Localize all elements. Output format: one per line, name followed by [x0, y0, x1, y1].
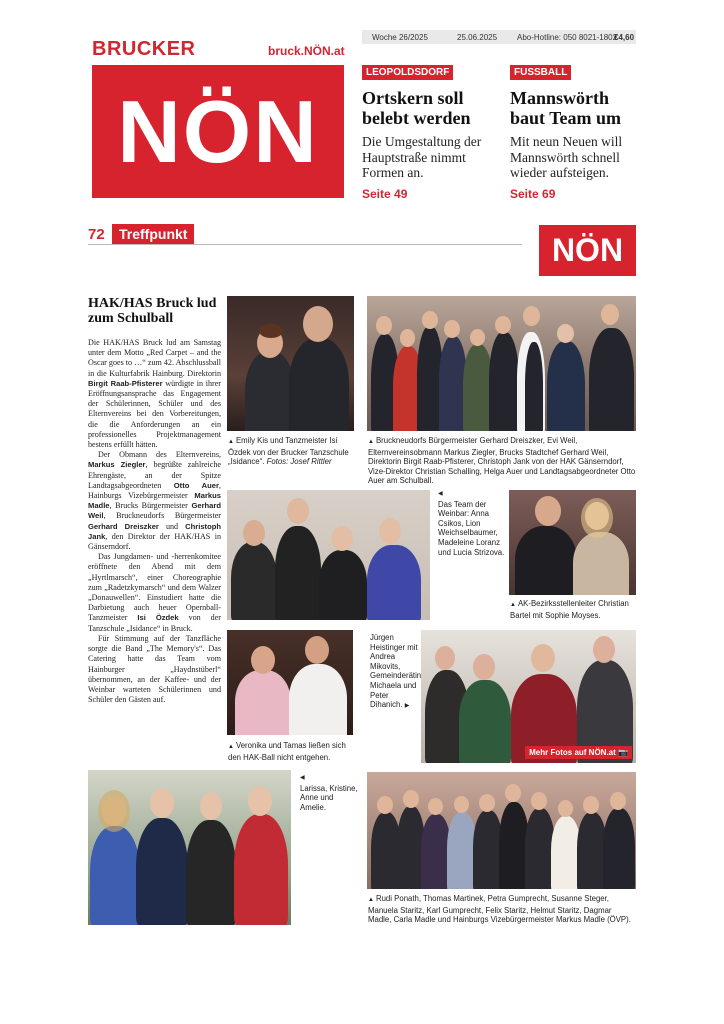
person-name: Markus Ziegler: [88, 460, 146, 470]
caption-text: Bruckneudorfs Bürgermeister Gerhard Dreiszker, Evi Weil, Elternvereinsobmann Markus Ziegler, Brucks Stadtchef Gerhard Weil, Direktorin Birgit Raab-Pfisterer, Christoph Jank von der HAK Gänserndorf, Vize-Direktor Christian Schalling, Helga Auer und Landtagsabgeordneter Otto Auer am Schulball.: [368, 436, 636, 486]
article-paragraph: Der Obmann des Elternvereins, Markus Ziegler, begrüßte zahlreiche Ehrengäste, an der Spitze Landtagsabgeordneten Otto Auer, Hainburgs Vizebürgermeister Markus Madle, Brucks Bürgermeister Gerhard Weil, Bruckneudorfs Bürgermeister Gerhard Dreiszker und Christoph Jank, den Direktor der HAK/HAS in Gänserndorf.: [88, 450, 221, 552]
page-number: 72: [88, 226, 105, 243]
photo-larissa-group[interactable]: [88, 770, 291, 925]
teaser-page: Seite 69: [510, 186, 556, 201]
person-name: Birgit Raab-Pfisterer: [88, 378, 163, 388]
photo-veronika-tamas[interactable]: [227, 630, 353, 735]
photo-credit: Fotos: Josef Rittler: [266, 457, 332, 467]
caption-photo-1: [228, 436, 354, 467]
person-name: Otto Auer: [173, 480, 219, 490]
photo-weinbar-team[interactable]: [227, 490, 430, 620]
caption-photo-2: [368, 436, 636, 486]
teaser-title: Mannswörth baut Team um: [510, 88, 622, 128]
noen-logo: [92, 65, 344, 198]
noen-logo-small: [539, 225, 636, 276]
caption-text: Rudi Ponath, Thomas Martinek, Petra Gumprecht, Susanne Steger, Manuela Staritz, Karl Gumprecht, Felix Staritz, Helmut Staritz, Dagmar Madle, Carla Madle und Hainburgs Vizebürgermeister Markus Madle (ÖVP).: [368, 894, 631, 925]
person-name: Gerhard Weil: [88, 501, 221, 521]
triangle-icon: ◀: [438, 491, 443, 497]
article-headline: HAK/HAS Bruck lud zum Schulball: [88, 296, 217, 326]
caption-photo-3: [438, 488, 508, 557]
teaser-kicker: FUSSBALL: [510, 65, 571, 80]
triangle-icon: ▲: [228, 744, 234, 750]
triangle-icon: ◀: [300, 775, 305, 781]
caption-photo-6: [370, 633, 420, 712]
caption-photo-5: [228, 741, 354, 762]
triangle-icon: ▶: [404, 703, 410, 710]
teaser-leopoldsdorf[interactable]: [362, 62, 497, 201]
photo-heistinger-group[interactable]: [421, 630, 636, 763]
caption-text: Larissa, Kristine, Anne und Amelie.: [300, 783, 358, 812]
section-title: Treffpunkt: [112, 224, 194, 244]
triangle-icon: ▲: [368, 897, 374, 903]
caption-text: Jürgen Heistinger mit Andrea Mikovits, Gemeinderätin Michaela und Peter Dihanich.: [370, 633, 422, 710]
photo-ponath-group[interactable]: [367, 772, 636, 889]
person-name: Markus Madle: [88, 491, 221, 511]
teaser-text: Die Umgestaltung der Hauptstraße nimmt Formen an.: [362, 134, 482, 180]
caption-text: AK-Bezirksstellenleiter Christian Bartel mit Sophie Moyses.: [510, 599, 629, 620]
person-name: Isi Özdek: [137, 613, 179, 623]
teaser-text: Mit neun Neuen will Mannswörth schnell wieder aufsteigen.: [510, 134, 623, 180]
caption-photo-7: [300, 772, 360, 812]
more-photos-link[interactable]: [525, 746, 632, 759]
triangle-icon: ▲: [368, 439, 374, 445]
photo-dignitaries[interactable]: [367, 296, 636, 431]
section-divider: [88, 244, 522, 245]
caption-photo-4: [510, 599, 636, 620]
more-photos-text: Mehr Fotos auf NÖN.at: [529, 748, 616, 757]
issue-week: Woche 26/2025: [372, 32, 428, 42]
photo-emily-isi[interactable]: [227, 296, 354, 431]
caption-text: Veronika und Tamas ließen sich den HAK-Ball nicht entgehen.: [228, 741, 346, 762]
teaser-title: Ortskern soll belebt werden: [362, 88, 471, 128]
abo-hotline: Abo-Hotline: 050 8021-1802: [517, 32, 618, 42]
photo-bartel-moyses[interactable]: [509, 490, 636, 595]
caption-text: Emily Kis und Tanzmeister Isi Özdek von der Brucker Tanzschule „Isidance“.: [228, 436, 349, 467]
article-body: [88, 338, 221, 705]
teaser-fussball[interactable]: [510, 62, 636, 201]
masthead-url[interactable]: bruck.NÖN.at: [268, 44, 345, 58]
article-paragraph: Für Stimmung auf der Tanzfläche sorgte die Band „The Memory's“. Das Catering hatte das Team vom Hainburger „Haydnstüberl“ übernommen, an der Kaffee- und der Weinbar warteten Schülerinnen und Schüler den Gästen auf.: [88, 633, 221, 705]
person-name: Gerhard Dreiszker: [88, 521, 159, 531]
article-paragraph: Die HAK/HAS Bruck lud am Samstag unter dem Motto „Red Carpet – and the Oscar goes to …“ zum 42. Abschlussball in die Kulturfabrik Hainburg. Direktorin Birgit Raab-Pfisterer würdigte in ihrer Eröffnungsansprache das Engagement der Schülerinnen, Schüler und des Elternvereins bei den Vorbereitungen, die die Anforderungen an ein professionelles Projektmanagement bestens erfüllt hätten.: [88, 338, 221, 450]
triangle-icon: ▲: [228, 439, 234, 445]
caption-photo-8: [368, 894, 636, 925]
issue-date: 25.06.2025: [457, 32, 498, 42]
logo-text: NÖN: [551, 232, 624, 268]
teaser-kicker: LEOPOLDSDORF: [362, 65, 453, 80]
teaser-page: Seite 49: [362, 186, 408, 201]
camera-icon: 📷: [618, 748, 628, 757]
person-name: Christoph Jank: [88, 521, 221, 541]
caption-text: Das Team der Weinbar: Anna Csikos, Lion Weichselbaumer, Madeleine Loranz und Lucia Strizova.: [438, 499, 505, 557]
issue-price: €4,60: [614, 32, 635, 42]
article-paragraph: Das Jungdamen- und -herrenkomitee eröffnete den Abend mit dem „Hyrtlmarsch“, einer Choreographie zum „Radetzkymarsch“ und dem Walzer „Donauwellen“. Einstudiert hatte die Darbietung auch heuer Opernball-Tanzmeister Isi Özdek von der Tanzschule „Isidance“ in Bruck.: [88, 552, 221, 633]
triangle-icon: ▲: [510, 602, 516, 608]
masthead-name: BRUCKER: [92, 38, 196, 60]
issue-info-bar: [362, 30, 636, 44]
logo-text: NÖN: [117, 81, 319, 181]
